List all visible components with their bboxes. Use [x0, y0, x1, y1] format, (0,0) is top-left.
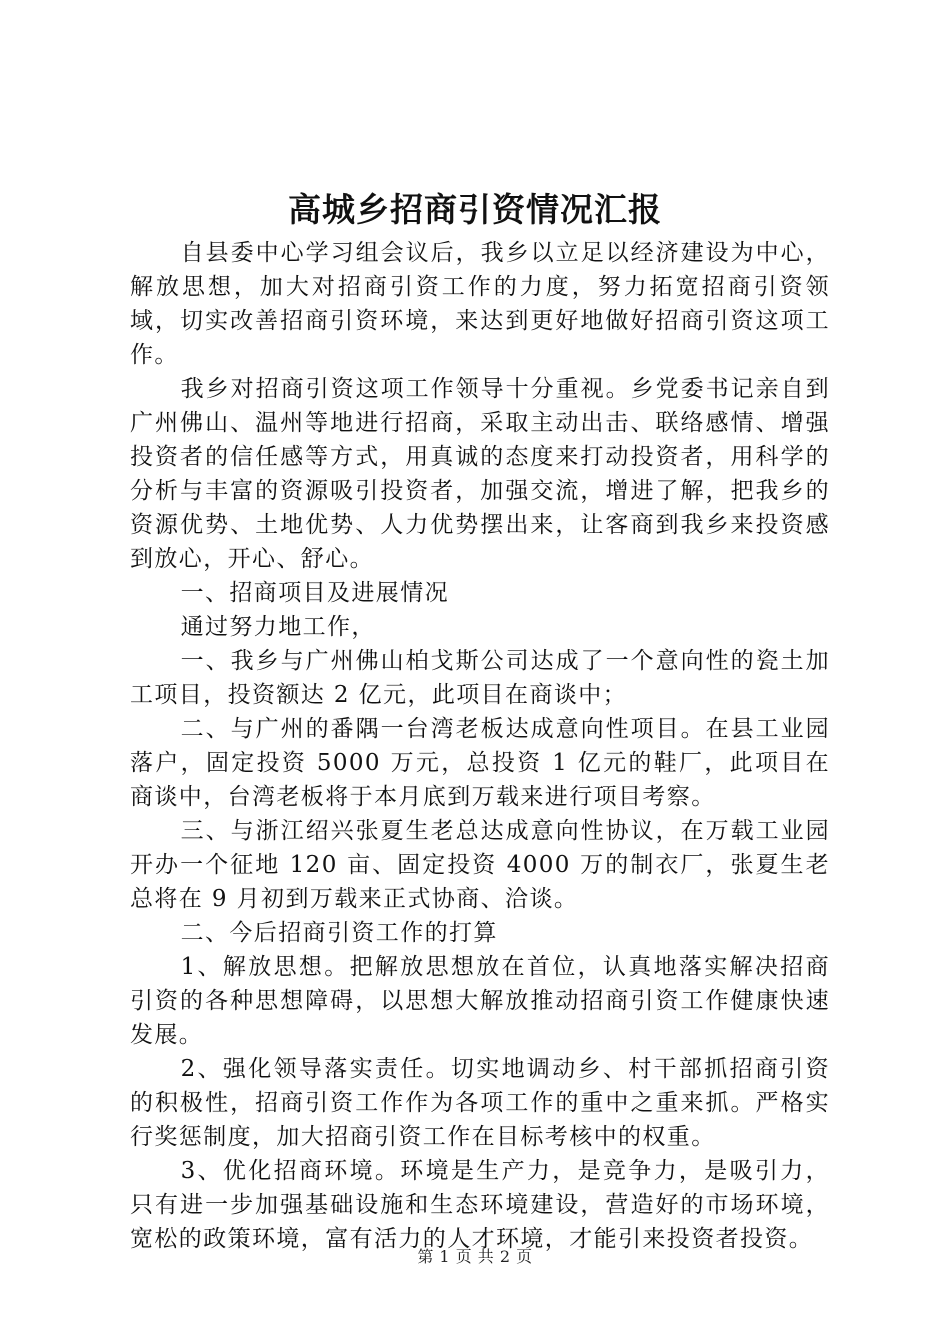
paragraph-lead-in: 通过努力地工作， [180, 614, 376, 640]
plan-item-3: 3、优化招商环境。环境是生产力，是竞争力，是吸引力，只有进一步加强基础设施和生态环境建设，营造好的市场环境，宽松的政策环境，富有活力的人才环境，才能引来投资者投资。 [130, 1158, 830, 1252]
plan-item-1: 1、解放思想。把解放思想放在首位，认真地落实解决招商引资的各种思想障碍，以思想大解放推动招商引资工作健康快速发展。 [130, 954, 830, 1048]
paragraph-intro: 自县委中心学习组会议后，我乡以立足以经济建设为中心，解放思想，加大对招商引资工作的力度，努力拓宽招商引资领域，切实改善招商引资环境，来达到更好地做好招商引资这项工作。 [130, 240, 830, 368]
project-item-1: 一、我乡与广州佛山柏戈斯公司达成了一个意向性的瓷土加工项目，投资额达 2 亿元，此项目在商谈中； [130, 648, 830, 708]
project-item-2: 二、与广州的番隅一台湾老板达成意向性项目。在县工业园落户，固定投资 5000 万元，总投资 1 亿元的鞋厂，此项目在商谈中，台湾老板将于本月底到万载来进行项目考察。 [130, 716, 830, 810]
project-item-3: 三、与浙江绍兴张夏生老总达成意向性协议，在万载工业园开办一个征地 120 亩、固定投资 4000 万的制衣厂，张夏生老总将在 9 月初到万载来正式协商、洽谈。 [130, 818, 830, 912]
plan-item-2: 2、强化领导落实责任。切实地调动乡、村干部抓招商引资的积极性，招商引资工作作为各项工作的重中之重来抓。严格实行奖惩制度，加大招商引资工作在目标考核中的权重。 [130, 1056, 830, 1150]
section-heading-plans: 二、今后招商引资工作的打算 [180, 920, 498, 946]
page-number-footer: 第 1 页 共 2 页 [417, 1247, 533, 1266]
document-title: 高城乡招商引资情况汇报 [288, 190, 662, 229]
paragraph-leadership: 我乡对招商引资这项工作领导十分重视。乡党委书记亲自到广州佛山、温州等地进行招商，采取主动出击、联络感情、增强投资者的信任感等方式，用真诚的态度来打动投资者，用科学的分析与丰富的资源吸引投资者，加强交流，增进了解，把我乡的资源优势、土地优势、人力优势摆出来，让客商到我乡来投资感到放心，开心、舒心。 [130, 376, 830, 572]
document-body [130, 236, 830, 1256]
section-heading-projects: 一、招商项目及进展情况 [180, 580, 449, 606]
